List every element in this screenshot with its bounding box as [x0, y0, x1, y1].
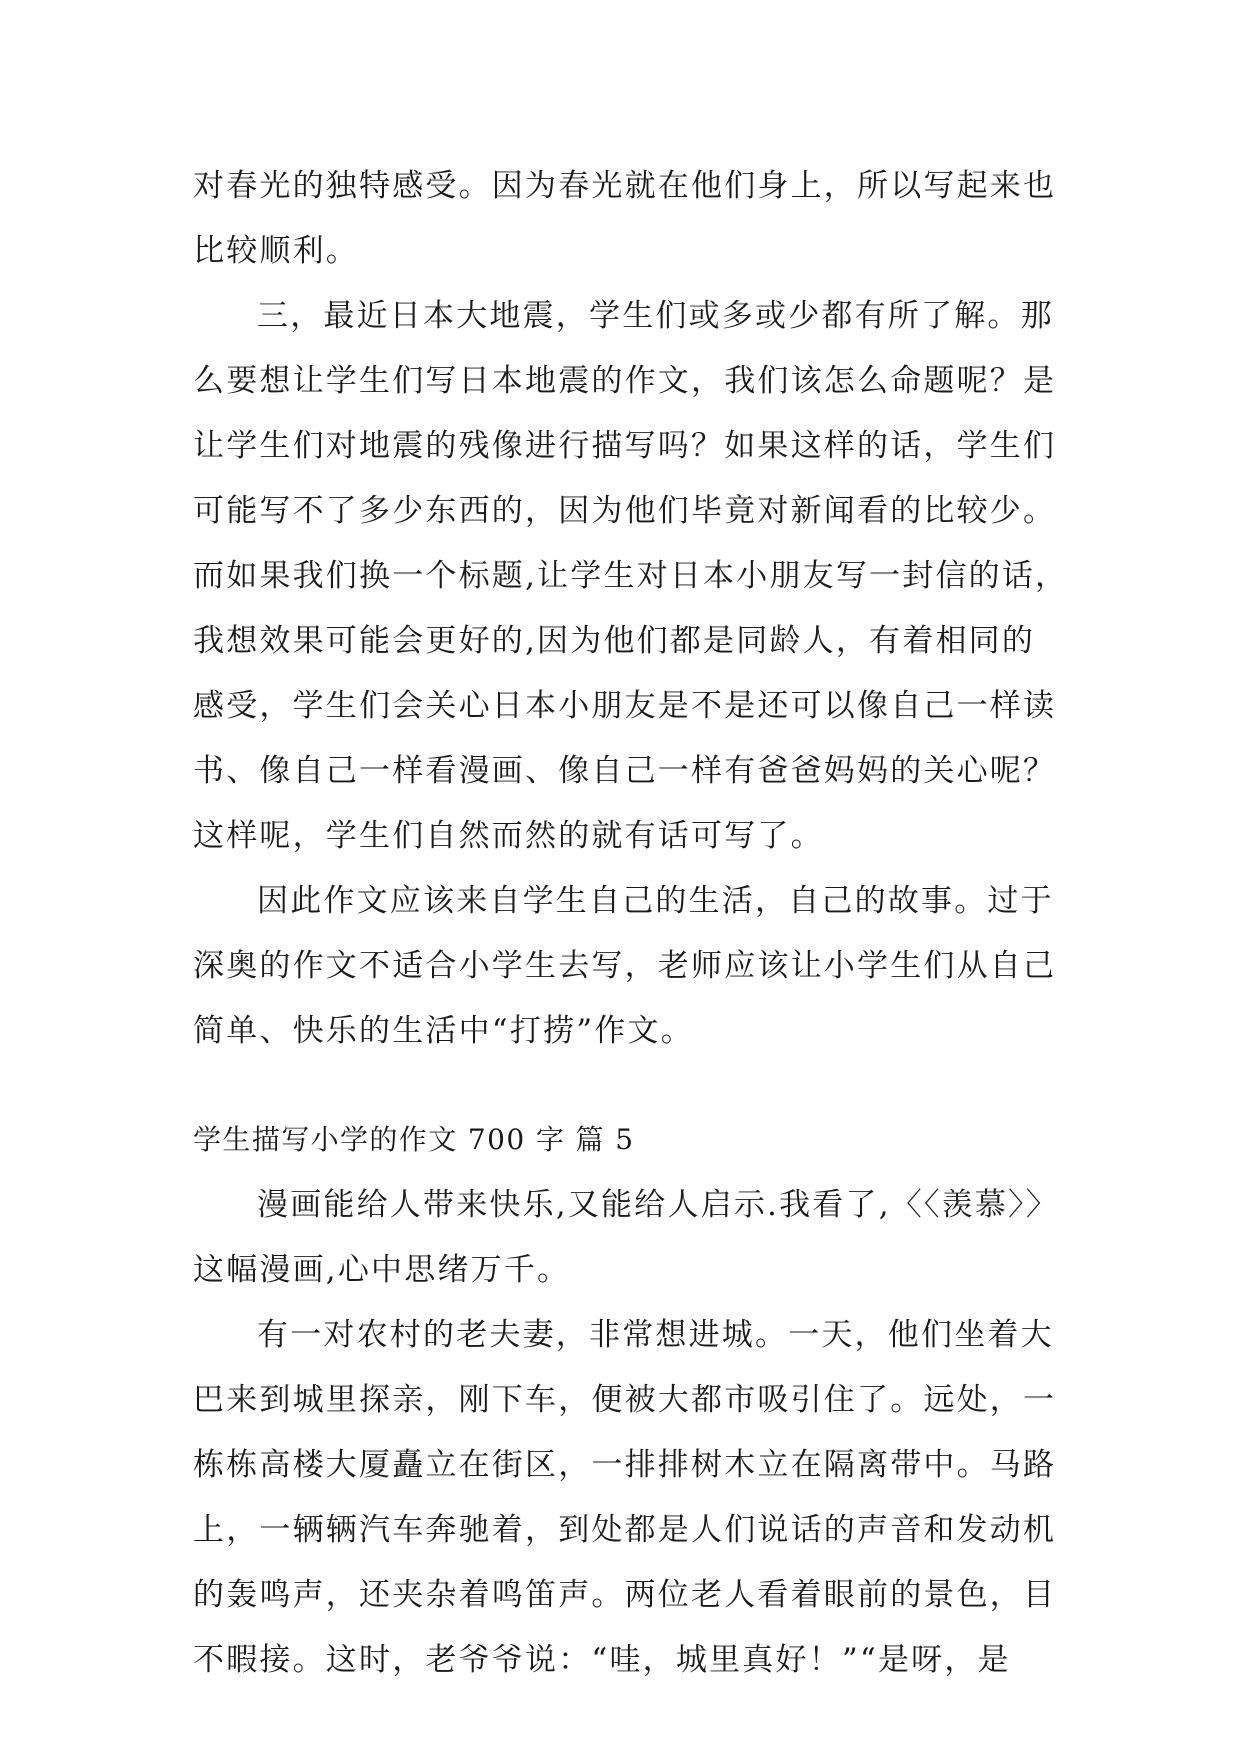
- paragraph-2-line-5: 而如果我们换一个标题,让学生对日本小朋友写一封信的话，: [193, 558, 1069, 594]
- paragraph-5-line-2: 巴来到城里探亲，刚下车，便被大都市吸引住了。远处，一: [193, 1382, 1057, 1418]
- section-heading: 学生描写小学的作文 700 字 篇 5: [193, 1123, 635, 1156]
- paragraph-2-line-4: 可能写不了多少东西的，因为他们毕竟对新闻看的比较少。: [193, 493, 1057, 529]
- paragraph-5-line-4: 上，一辆辆汽车奔驰着，到处都是人们说话的声音和发动机: [193, 1512, 1057, 1548]
- paragraph-2-line-8: 书、像自己一样看漫画、像自己一样有爸爸妈妈的关心呢？: [193, 753, 1057, 789]
- paragraph-3-line-1: 因此作文应该来自学生自己的生活，自己的故事。过于: [257, 883, 1054, 919]
- paragraph-4-line-2: 这幅漫画,心中思绪万千。: [193, 1252, 571, 1288]
- paragraph-3-line-3: 简单、快乐的生活中“打捞”作文。: [193, 1013, 694, 1049]
- paragraph-2-line-7: 感受，学生们会关心日本小朋友是不是还可以像自己一样读: [193, 688, 1057, 724]
- paragraph-5-line-6: 不暇接。这时，老爷爷说：“哇，城里真好！”“是呀，是: [193, 1642, 1011, 1678]
- paragraph-5-line-5: 的轰鸣声，还夹杂着鸣笛声。两位老人看着眼前的景色，目: [193, 1577, 1057, 1613]
- paragraph-2-line-9: 这样呢，学生们自然而然的就有话可写了。: [193, 818, 824, 854]
- paragraph-2-line-3: 让学生们对地震的残像进行描写吗？如果这样的话，学生们: [193, 428, 1057, 464]
- paragraph-1-line-2: 比较顺利。: [193, 233, 359, 269]
- paragraph-2-line-1: 三，最近日本大地震，学生们或多或少都有所了解。那: [257, 298, 1054, 334]
- paragraph-1-line-1: 对春光的独特感受。因为春光就在他们身上，所以写起来也: [193, 168, 1057, 204]
- paragraph-4-line-1: 漫画能给人带来快乐,又能给人启示.我看了,〈〈羡慕〉〉: [257, 1187, 1059, 1223]
- paragraph-5-line-1: 有一对农村的老夫妻，非常想进城。一天，他们坐着大: [257, 1317, 1054, 1353]
- paragraph-2-line-2: 么要想让学生们写日本地震的作文，我们该怎么命题呢？是: [193, 363, 1057, 399]
- paragraph-3-line-2: 深奥的作文不适合小学生去写，老师应该让小学生们从自己: [193, 948, 1057, 984]
- paragraph-2-line-6: 我想效果可能会更好的,因为他们都是同龄人，有着相同的: [193, 623, 1036, 659]
- paragraph-5-line-3: 栋栋高楼大厦矗立在街区，一排排树木立在隔离带中。马路: [193, 1447, 1057, 1483]
